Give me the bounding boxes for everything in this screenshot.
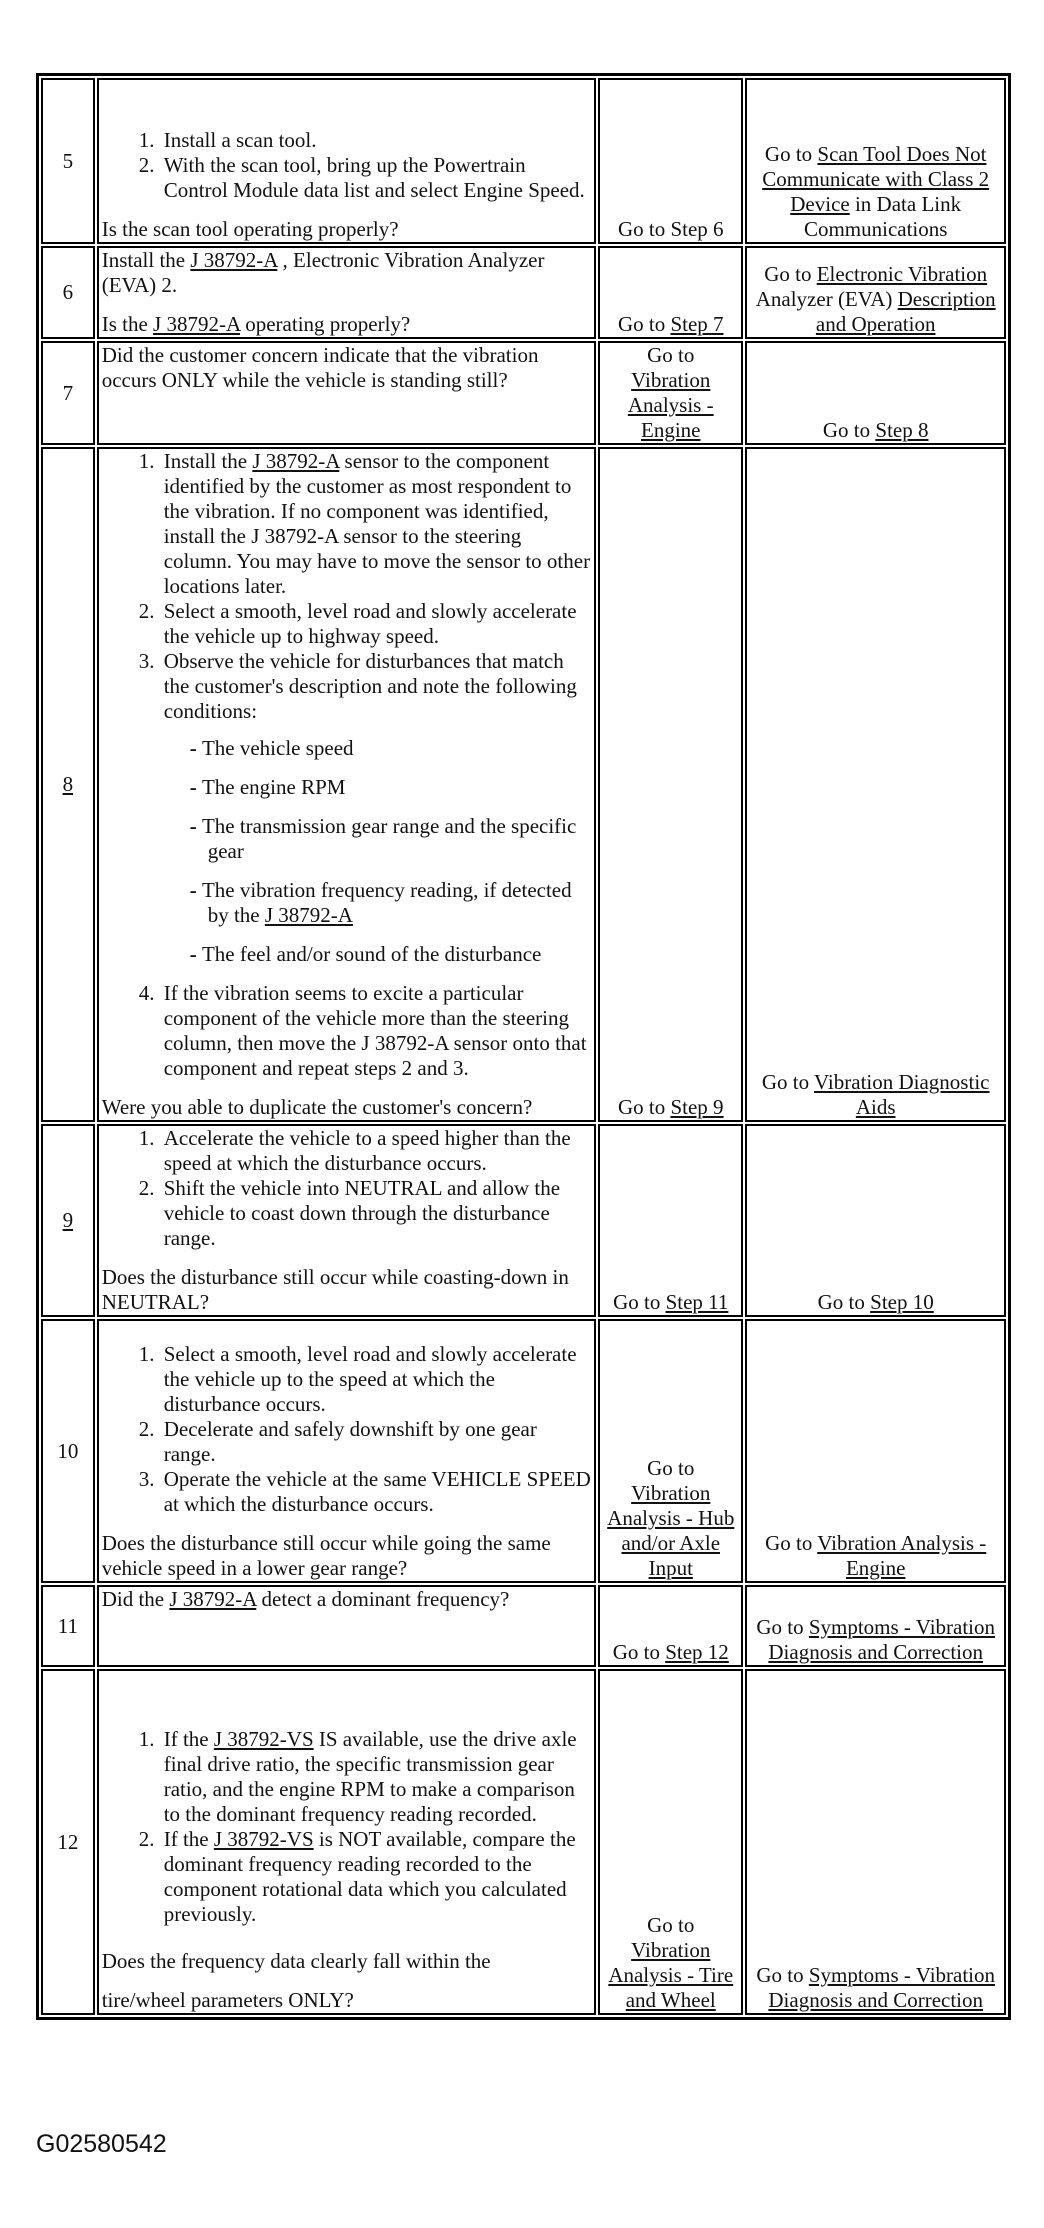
instruction-item: 2. Select a smooth, level road and slowly accelerate the vehicle up to highway speed.	[160, 599, 591, 649]
action-cell	[97, 1319, 596, 1583]
symptoms-vibration-link[interactable]: Symptoms - Vibration Diagnosis and Correction	[768, 1615, 996, 1664]
step-link[interactable]: Step 10	[870, 1290, 934, 1314]
step-number: 9	[41, 1124, 95, 1317]
instruction-item: 1. Accelerate the vehicle to a speed higher than the speed at which the disturbance occurs.	[160, 1126, 591, 1176]
action-cell	[97, 447, 596, 1122]
instruction-item: 3. Operate the vehicle at the same VEHICLE SPEED at which the disturbance occurs.	[160, 1467, 591, 1517]
eva-tool-link[interactable]: J 38792-A	[169, 1587, 257, 1611]
figure-id: G02580542	[36, 2130, 167, 2158]
instruction-item: 1. Select a smooth, level road and slowly accelerate the vehicle up to the speed at which the disturbance occurs.	[160, 1342, 591, 1417]
instruction-list	[102, 1342, 591, 1517]
instruction-item: 2. Decelerate and safely downshift by one gear range.	[160, 1417, 591, 1467]
step-number: 5	[41, 78, 95, 244]
no-cell: Go to Symptoms - Vibration Diagnosis and Correction	[745, 1669, 1006, 2015]
table-row	[41, 78, 1006, 244]
table-row	[41, 246, 1006, 339]
table-row	[41, 1124, 1006, 1317]
no-cell: Go to Step 10	[745, 1124, 1006, 1317]
vibration-engine-link[interactable]: Vibration Analysis - Engine	[817, 1531, 987, 1580]
action-cell	[97, 1669, 596, 2015]
question-text: tire/wheel parameters ONLY?	[101, 1988, 354, 2012]
yes-cell: Go to Step 6	[598, 78, 743, 244]
table-row	[41, 1585, 1006, 1667]
step-link[interactable]: Step 7	[670, 312, 724, 336]
question-text: Does the disturbance still occur while coasting-down in NEUTRAL?	[101, 1265, 569, 1314]
diagnostic-table	[36, 73, 1011, 2020]
step-number: 8	[41, 447, 95, 1122]
vs-tool-link[interactable]: J 38792-VS	[213, 1727, 314, 1751]
condition-list	[164, 736, 591, 967]
table-row	[41, 1319, 1006, 1583]
question-text: Were you able to duplicate the customer's concern?	[101, 1095, 533, 1119]
instruction-item: 4. If the vibration seems to excite a particular component of the vehicle more than the steering column, then move the J 38792-A sensor onto that component and repeat steps 2 and 3.	[160, 981, 591, 1081]
step-number: 7	[41, 341, 95, 445]
yes-cell: Go to Step 11	[598, 1124, 743, 1317]
instruction-list	[102, 128, 591, 203]
condition-item: - The engine RPM	[190, 775, 591, 800]
eva-tool-link[interactable]: J 38792-A	[190, 248, 278, 272]
question-text: Is the scan tool operating properly?	[101, 217, 399, 241]
step-link[interactable]: Step 9	[670, 1095, 724, 1119]
step-number: 10	[41, 1319, 95, 1583]
yes-cell: Go to Vibration Analysis - Hub and/or Axle Input	[598, 1319, 743, 1583]
no-cell: Go to Symptoms - Vibration Diagnosis and Correction	[745, 1585, 1006, 1667]
condition-item: - The vibration frequency reading, if detected by the J 38792-A	[190, 878, 591, 928]
yes-cell: Go to Step 12	[598, 1585, 743, 1667]
question-text: Did the J 38792-A detect a dominant frequency?	[97, 1585, 596, 1667]
instruction-text: Install the J 38792-A , Electronic Vibration Analyzer (EVA) 2.	[101, 248, 545, 297]
step-link[interactable]: Step 11	[665, 1290, 729, 1314]
instruction-item: 1. Install a scan tool.	[160, 128, 591, 153]
symptoms-vibration-link[interactable]: Symptoms - Vibration Diagnosis and Correction	[768, 1963, 996, 2012]
no-cell: Go to Electronic Vibration Analyzer (EVA) Description and Operation	[745, 246, 1006, 339]
instruction-item: 2. With the scan tool, bring up the Powertrain Control Module data list and select Engine Speed.	[160, 153, 591, 203]
scan-tool-link[interactable]: Scan Tool Does Not Communicate with Class 2 Device	[762, 142, 990, 216]
instruction-list	[102, 449, 591, 1081]
question-text: Is the J 38792-A operating properly?	[101, 312, 411, 336]
no-cell: Go to Vibration Diagnostic Aids	[745, 447, 1006, 1122]
no-cell: Go to Scan Tool Does Not Communicate with Class 2 Device in Data Link Communications	[745, 78, 1006, 244]
instruction-item: 2. If the J 38792-VS is NOT available, compare the dominant frequency reading recorded to the component rotational data which you calculated previously.	[160, 1827, 591, 1927]
instruction-list	[102, 1126, 591, 1251]
vibration-tire-wheel-link[interactable]: Vibration Analysis - Tire and Wheel	[608, 1938, 734, 2012]
instruction-item: 1. If the J 38792-VS IS available, use the drive axle final drive ratio, the specific transmission gear ratio, and the engine RPM to make a comparison to the dominant frequency reading recorded.	[160, 1727, 591, 1827]
no-cell: Go to Step 8	[745, 341, 1006, 445]
eva-tool-link[interactable]: J 38792-A	[252, 449, 340, 473]
vs-tool-link[interactable]: J 38792-VS	[213, 1827, 314, 1851]
table-row	[41, 341, 1006, 445]
condition-item: - The vehicle speed	[190, 736, 591, 761]
vibration-hub-axle-link[interactable]: Vibration Analysis - Hub and/or Axle Input	[607, 1481, 735, 1580]
vibration-diagnostic-aids-link[interactable]: Vibration Diagnostic Aids	[814, 1070, 990, 1119]
step-link[interactable]: Step 12	[665, 1640, 729, 1664]
question-text: Does the disturbance still occur while going the same vehicle speed in a lower gear range?	[101, 1531, 551, 1580]
instruction-item: 3. Observe the vehicle for disturbances that match the customer's description and note the following conditions: - The vehicle speed - The engine RPM - The transmission gear range and the specific gear - The vibration frequency reading, if detected by the J 38792-A - The feel and/or sound of the disturbance	[160, 649, 591, 967]
step-number: 11	[41, 1585, 95, 1667]
table-row	[41, 1669, 1006, 2015]
yes-cell: Go to Vibration Analysis - Engine	[598, 341, 743, 445]
step-number: 12	[41, 1669, 95, 2015]
question-text: Does the frequency data clearly fall within the	[101, 1949, 491, 1973]
instruction-item: 1. Install the J 38792-A sensor to the component identified by the customer as most respondent to the vibration. If no component was identified, install the J 38792-A sensor to the steering column. You may have to move the sensor to other locations later.	[160, 449, 591, 599]
condition-item: - The transmission gear range and the specific gear	[190, 814, 591, 864]
eva-tool-link[interactable]: J 38792-A	[264, 903, 353, 927]
condition-item: - The feel and/or sound of the disturbance	[190, 942, 591, 967]
no-cell: Go to Vibration Analysis - Engine	[745, 1319, 1006, 1583]
step-link[interactable]: Step 8	[875, 418, 929, 442]
instruction-list	[102, 1727, 591, 1927]
yes-cell: Go to Step 9	[598, 447, 743, 1122]
vibration-engine-link[interactable]: Vibration Analysis - Engine	[627, 368, 714, 442]
yes-cell: Go to Step 7	[598, 246, 743, 339]
table-row	[41, 447, 1006, 1122]
question-text: Did the customer concern indicate that the vibration occurs ONLY while the vehicle is standing still?	[97, 341, 596, 445]
eva-description-link[interactable]: Description and Operation	[815, 287, 996, 336]
action-cell	[97, 1124, 596, 1317]
instruction-item: 2. Shift the vehicle into NEUTRAL and allow the vehicle to coast down through the disturbance range.	[160, 1176, 591, 1251]
eva-link[interactable]: Electronic Vibration	[816, 262, 988, 286]
action-cell	[97, 246, 596, 339]
action-cell	[97, 78, 596, 244]
eva-tool-link[interactable]: J 38792-A	[153, 312, 240, 336]
yes-cell: Go to Vibration Analysis - Tire and Wheel	[598, 1669, 743, 2015]
step-number: 6	[41, 246, 95, 339]
